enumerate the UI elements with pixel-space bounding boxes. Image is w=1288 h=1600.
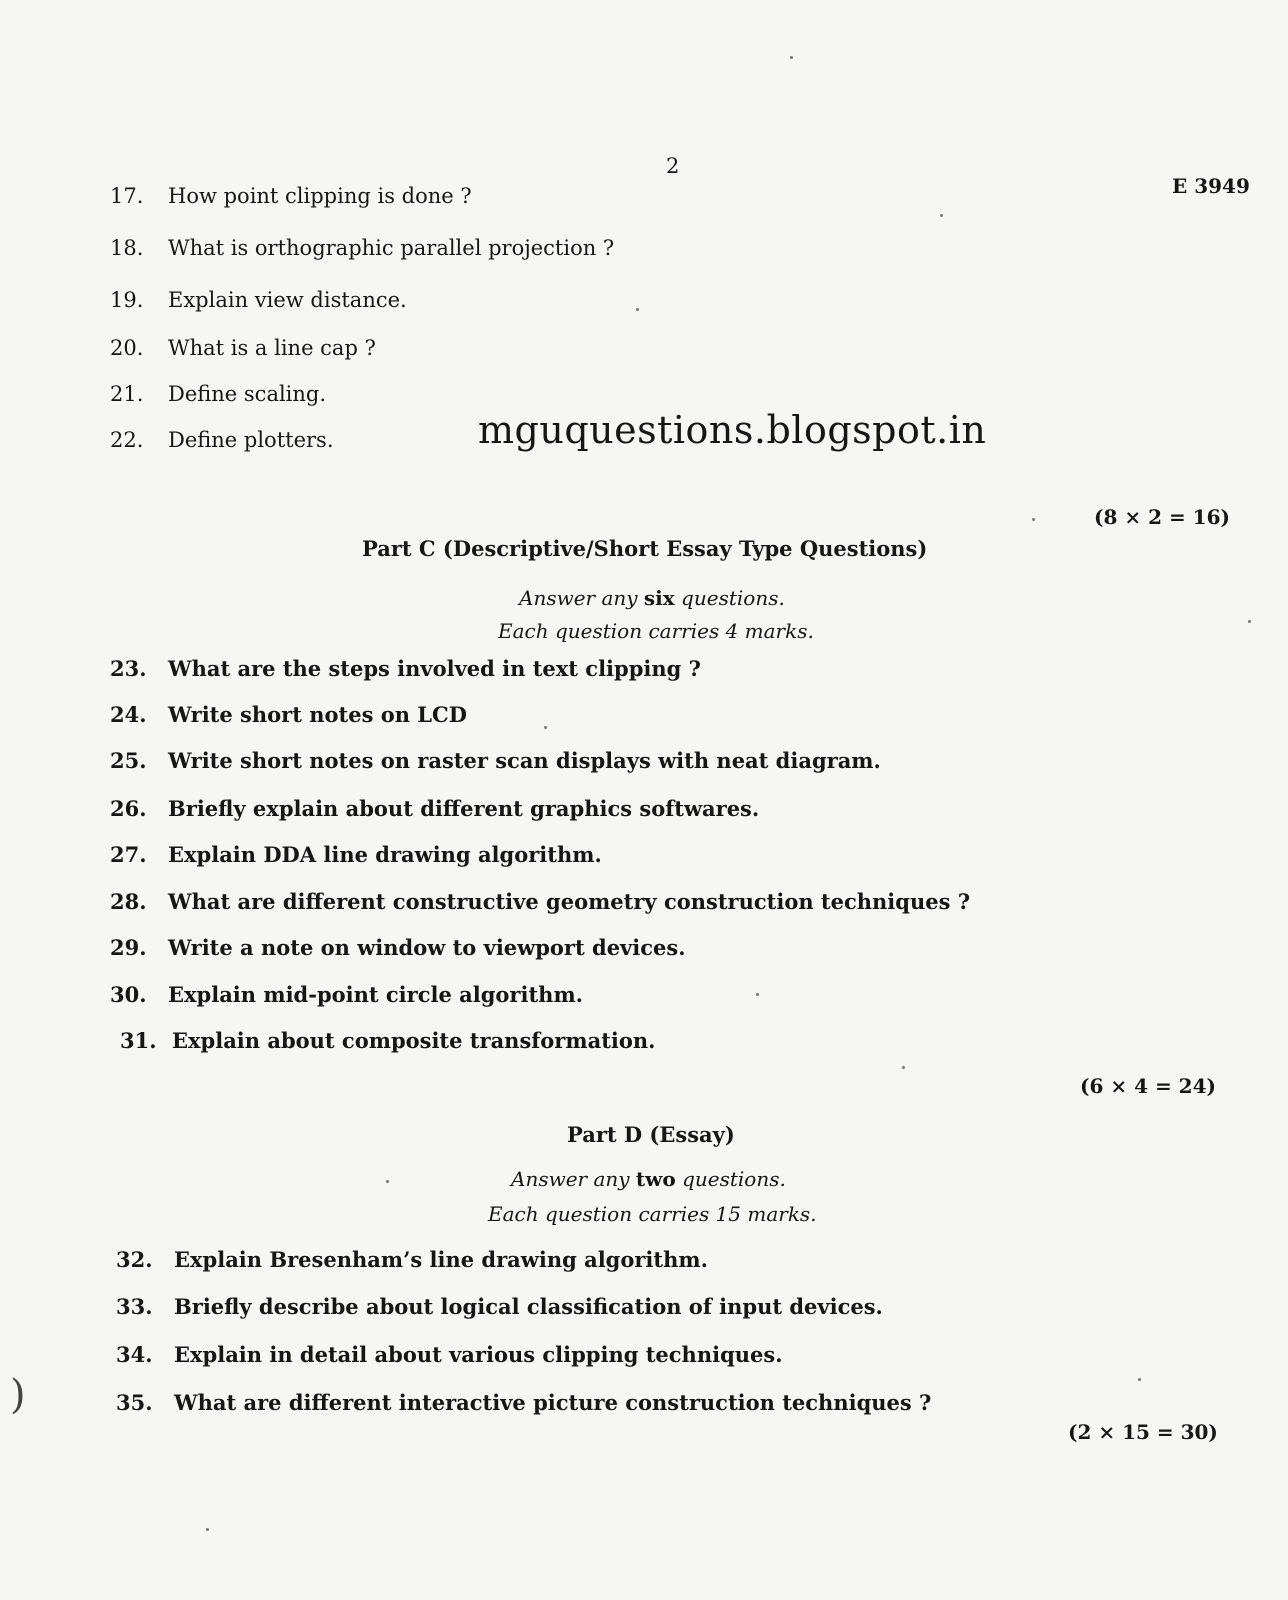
question-number: 22. [110,428,144,452]
instr-post: questions. [675,1167,786,1191]
question-number: 35. [116,1390,153,1415]
scan-speck [1138,1378,1141,1381]
question-text: Write short notes on raster scan displays with neat diagram. [168,748,881,773]
question-number: 25. [110,748,147,773]
question-text: Write a note on window to viewport devices. [168,935,686,960]
question-34 [116,1342,783,1367]
question-text: What is a line cap ? [168,336,376,360]
scan-speck [636,308,639,311]
question-26 [110,796,759,821]
scan-speck [756,993,759,996]
scan-speck [940,214,943,217]
question-text: Explain about composite transformation. [172,1028,656,1053]
part-c-instruction-marks: Each question carries 4 marks. [498,619,814,643]
question-number: 18. [110,236,144,260]
question-text: How point clipping is done ? [168,184,472,208]
exam-code: E 3949 [1172,174,1250,198]
instr-count: six [643,586,675,610]
blog-watermark: mguquestions.blogspot.in [478,408,987,452]
question-number: 21. [110,382,144,406]
question-28 [110,889,970,914]
scan-speck [206,1528,209,1531]
scan-speck [790,56,793,59]
question-text: Explain mid-point circle algorithm. [168,982,583,1007]
question-text: Briefly explain about different graphics softwares. [168,796,760,821]
question-text: What is orthographic parallel projection ? [168,236,615,260]
question-number: 28. [110,889,147,914]
part-c-marks: (6 × 4 = 24) [1080,1074,1216,1098]
question-33 [116,1294,883,1319]
question-number: 17. [110,184,144,208]
question-text: Explain in detail about various clipping techniques. [174,1342,783,1367]
question-number: 27. [110,842,147,867]
part-c-title: Part C (Descriptive/Short Essay Type Questions) [362,536,928,561]
scan-speck [386,1180,389,1183]
instr-pre: Answer any [511,1167,636,1191]
question-text: Briefly describe about logical classification of input devices. [174,1294,883,1319]
question-number: 30. [110,982,147,1007]
part-b-marks: (8 × 2 = 16) [1094,505,1230,529]
scan-speck [902,1066,905,1069]
question-number: 19. [110,288,144,312]
scan-speck [1032,518,1035,521]
question-number: 26. [110,796,147,821]
question-text: Define plotters. [168,428,334,452]
question-18 [110,236,614,260]
question-21 [110,382,326,406]
question-29 [110,935,686,960]
question-number: 33. [116,1294,153,1319]
question-text: What are different interactive picture construction techniques ? [174,1390,932,1415]
part-d-instruction-answer [511,1167,786,1191]
scan-speck [544,726,547,729]
question-text: What are different constructive geometry construction techniques ? [168,889,971,914]
part-c-instruction-answer [519,586,785,610]
question-text: Explain DDA line drawing algorithm. [168,842,602,867]
question-text: Write short notes on LCD [168,702,467,727]
question-24 [110,702,467,727]
question-17 [110,184,472,208]
question-text: Define scaling. [168,382,327,406]
question-text: What are the steps involved in text clipping ? [168,656,701,681]
question-text: Explain view distance. [168,288,407,312]
question-30 [110,982,583,1007]
question-23 [110,656,701,681]
scan-mark: ) [10,1372,26,1418]
part-d-instruction-marks: Each question carries 15 marks. [488,1202,817,1226]
instr-pre: Answer any [519,586,644,610]
instr-count: two [635,1167,676,1191]
question-number: 24. [110,702,147,727]
question-number: 32. [116,1247,153,1272]
question-27 [110,842,602,867]
part-d-marks: (2 × 15 = 30) [1068,1420,1218,1444]
question-number: 23. [110,656,147,681]
question-31 [120,1028,655,1053]
question-25 [110,748,881,773]
scan-speck [1248,620,1251,623]
question-number: 34. [116,1342,153,1367]
question-20 [110,336,376,360]
question-number: 31. [120,1028,157,1053]
question-text: Explain Bresenham’s line drawing algorithm. [174,1247,708,1272]
question-number: 29. [110,935,147,960]
question-22 [110,428,334,452]
question-32 [116,1247,708,1272]
question-number: 20. [110,336,144,360]
page-number: 2 [666,154,680,178]
part-d-title: Part D (Essay) [567,1122,735,1147]
question-35 [116,1390,931,1415]
question-19 [110,288,407,312]
instr-post: questions. [674,586,785,610]
